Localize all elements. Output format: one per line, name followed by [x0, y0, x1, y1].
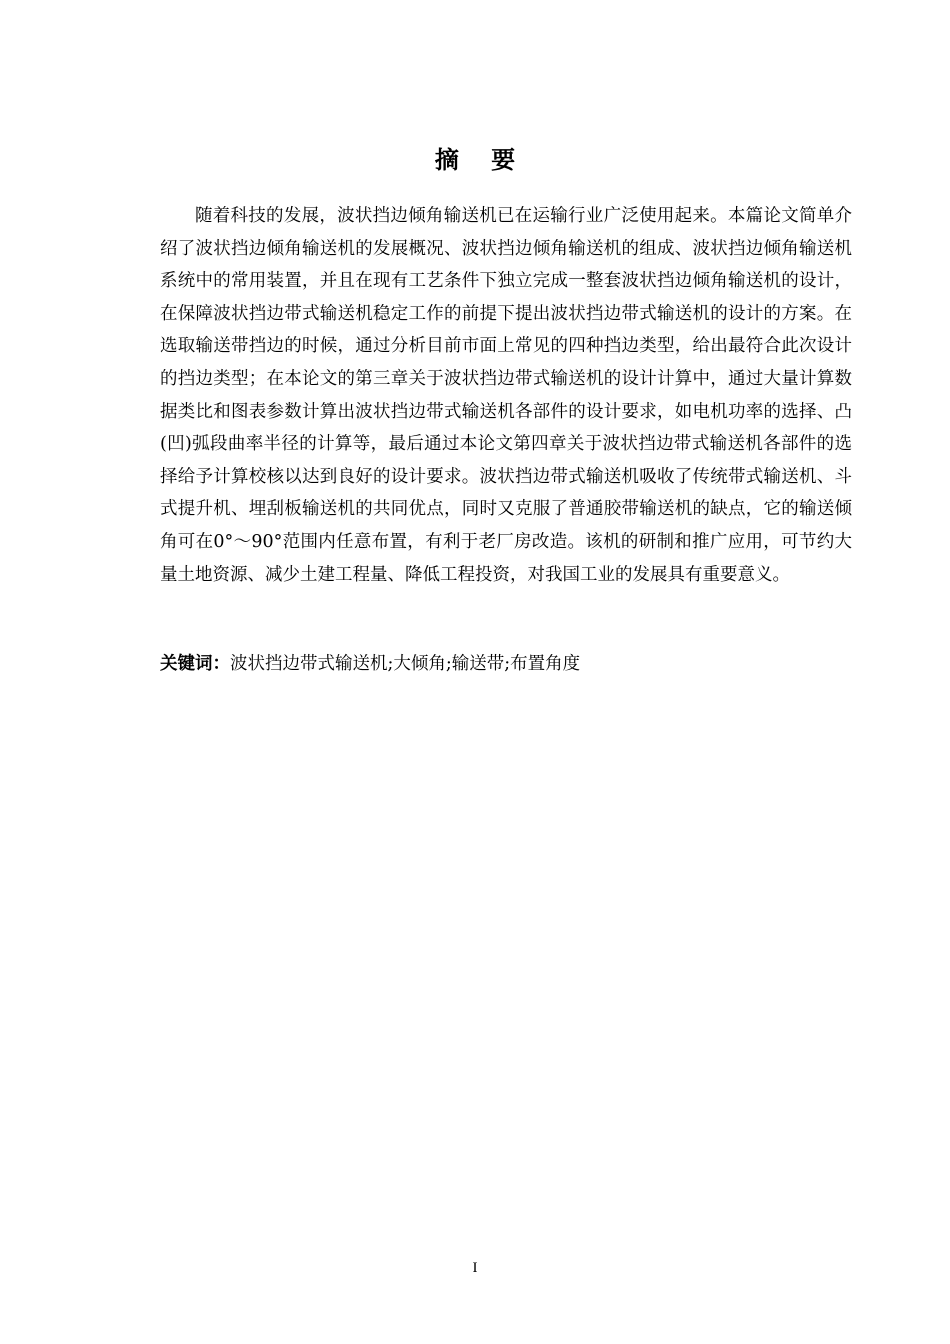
keywords-label: 关键词：	[160, 654, 230, 674]
keywords-line	[160, 650, 852, 678]
abstract-body: 随着科技的发展，波状挡边倾角输送机已在运输行业广泛使用起来。本篇论文简单介绍了波状挡边倾角输送机的发展概况、波状挡边倾角输送机的组成、波状挡边倾角输送机系统中的常用装置，并且在现有工艺条件下独立完成一整套波状挡边倾角输送机的设计，在保障波状挡边带式输送机稳定工作的前提下提出波状挡边带式输送机的设计的方案。在选取输送带挡边的时候，通过分析目前市面上常见的四种挡边类型，给出最符合此次设计的挡边类型；在本论文的第三章关于波状挡边带式输送机的设计计算中，通过大量计算数据类比和图表参数计算出波状挡边带式输送机各部件的设计要求，如电机功率的选择、凸(凹)弧段曲率半径的计算等，最后通过本论文第四章关于波状挡边带式输送机各部件的选择给予计算校核以达到良好的设计要求。波状挡边带式输送机吸收了传统带式输送机、斗式提升机、埋刮板输送机的共同优点，同时又克服了普通胶带输送机的缺点，它的输送倾角可在0°～90°范围内任意布置，有利于老厂房改造。该机的研制和推广应用，可节约大量土地资源、减少土建工程量、降低工程投资，对我国工业的发展具有重要意义。	[160, 206, 852, 585]
keywords-text: 波状挡边带式输送机;大倾角;输送带;布置角度	[230, 654, 581, 674]
abstract-title: 摘 要	[434, 146, 528, 174]
page-number: I	[472, 1260, 478, 1276]
